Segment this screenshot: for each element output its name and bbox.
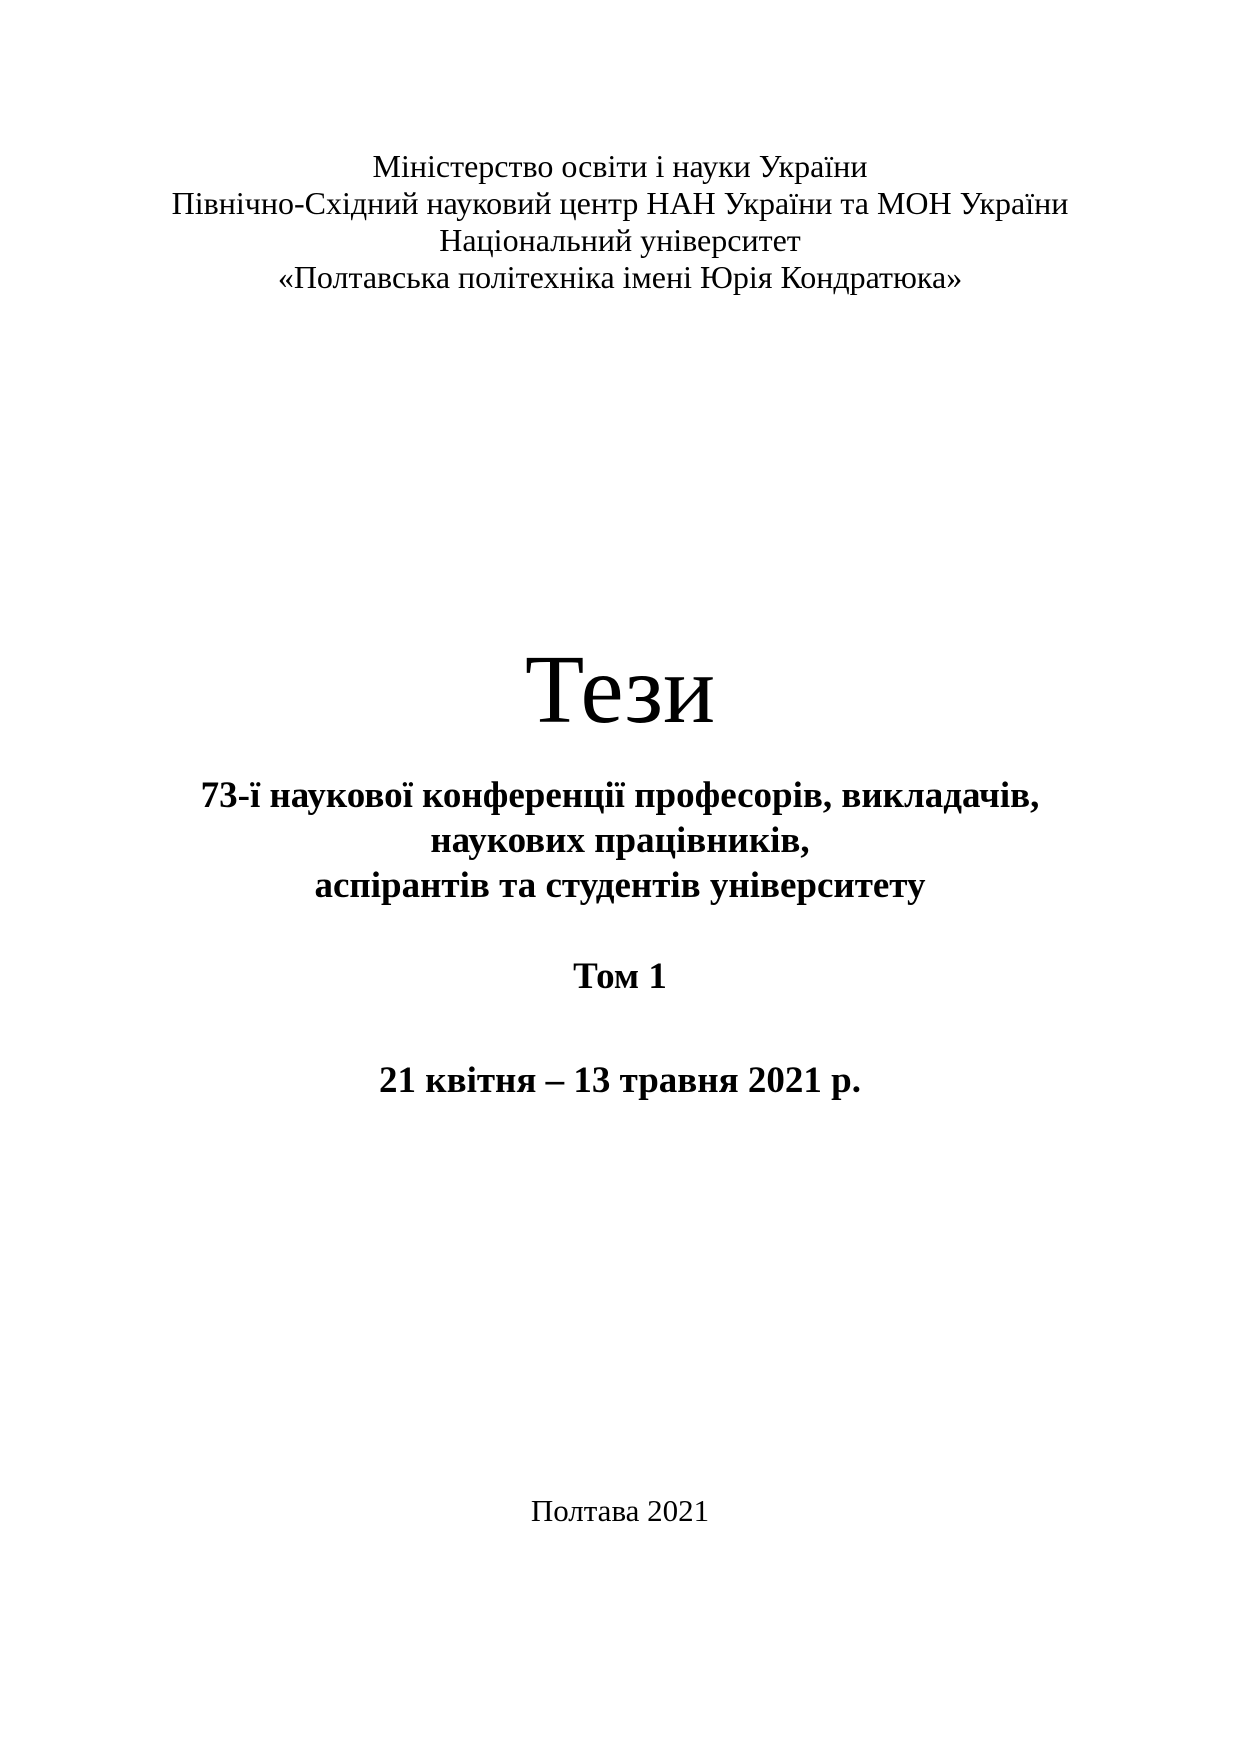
subtitle-line-students: аспірантів та студентів університету [314, 865, 926, 906]
place-year: Полтава 2021 [530, 1493, 710, 1528]
header-block [0, 148, 1240, 296]
subtitle-line-researchers: наукових працівників, [430, 820, 810, 861]
subtitle-line-conference: 73-ї наукової конференції професорів, викладачів, [200, 775, 1040, 816]
header-line-science-center: Північно-Східний науковий центр НАН України та МОН України [171, 185, 1069, 221]
volume-label: Том 1 [573, 956, 667, 997]
date-range: 21 квітня – 13 травня 2021 р. [379, 1060, 861, 1101]
header-line-university-name: «Полтавська політехніка імені Юрія Кондратюка» [277, 259, 963, 295]
main-title: Тези [524, 636, 716, 743]
header-line-university: Національний університет [439, 222, 801, 258]
header-line-ministry: Міністерство освіти і науки України [372, 148, 868, 184]
subtitle-block [0, 773, 1240, 908]
